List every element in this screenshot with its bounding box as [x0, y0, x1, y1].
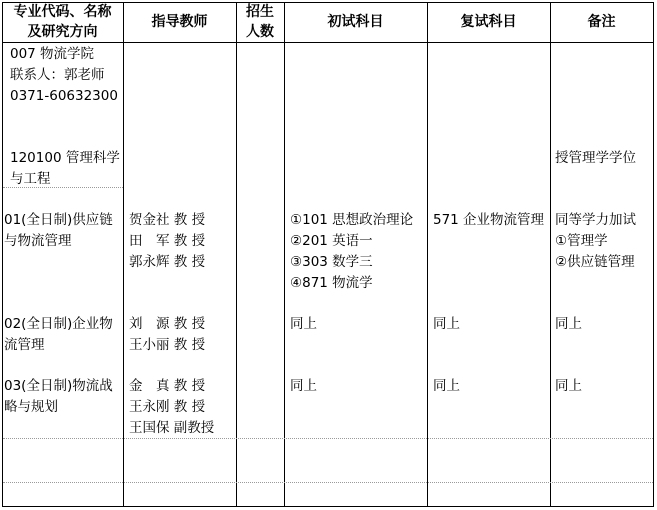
exam-subject: ③303 数学三 [290, 254, 373, 270]
column-divider [284, 2, 285, 507]
direction-03-retest: 同上 [433, 378, 460, 394]
column-divider [123, 2, 124, 507]
direction-01-remarks [555, 210, 636, 273]
table-border-left [2, 2, 3, 507]
table-border-right [653, 2, 654, 507]
direction-01-exams [290, 210, 413, 294]
row-divider [3, 482, 653, 483]
advisor: 贺金社 教 授 [129, 212, 206, 228]
direction-03-exams: 同上 [290, 378, 317, 394]
header-divider [2, 42, 654, 43]
row-divider [3, 438, 653, 439]
direction-01-advisors [129, 210, 205, 273]
header-retest: 复试科目 [460, 14, 517, 30]
major-degree-note: 授管理学学位 [555, 150, 636, 166]
column-divider [550, 2, 551, 507]
advisor: 王小丽 教 授 [129, 337, 206, 353]
column-divider [427, 2, 428, 507]
major-code-name: 120100 管理科学与工程 [10, 150, 120, 187]
school-contact: 联系人：郭老师 [10, 67, 105, 83]
school-name: 007 物流学院 [10, 46, 95, 62]
advisor: 王国保 副教授 [129, 420, 215, 436]
exam-subject: ①101 思想政治理论 [290, 212, 414, 228]
advisor: 王永刚 教 授 [129, 399, 206, 415]
header-quota-line1: 招生 [246, 4, 274, 20]
direction-03-name: 03(全日制)物流战略与规划 [4, 378, 113, 415]
header-major-line2: 及研究方向 [27, 24, 98, 40]
header-quota [236, 2, 284, 42]
remark-line: ②供应链管理 [555, 254, 635, 270]
remark-line: 同等学力加试 [555, 212, 636, 228]
header-quota-line2: 人数 [246, 24, 274, 40]
advisor: 郭永辉 教 授 [129, 254, 206, 270]
column-divider [236, 2, 237, 507]
table-border-bottom [2, 506, 654, 507]
direction-03-advisors [129, 376, 214, 439]
direction-02-exams: 同上 [290, 316, 317, 332]
direction-01-name: 01(全日制)供应链与物流管理 [4, 212, 113, 249]
advisor: 刘 源 教 授 [129, 316, 206, 332]
header-major-line1: 专业代码、名称 [13, 4, 112, 20]
header-exam: 初试科目 [327, 14, 384, 30]
remark-line: ①管理学 [555, 233, 608, 249]
header-advisors: 指导教师 [151, 14, 208, 30]
advisor: 田 军 教 授 [129, 233, 206, 249]
header-major [2, 2, 123, 42]
direction-02-remarks: 同上 [555, 316, 582, 332]
direction-02-retest: 同上 [433, 316, 460, 332]
direction-01-retest: 571 企业物流管理 [433, 212, 545, 228]
school-phone: 0371-60632300 [10, 88, 118, 104]
direction-03-remarks: 同上 [555, 378, 582, 394]
exam-subject: ④871 物流学 [290, 275, 373, 291]
admissions-table [2, 2, 654, 507]
direction-02-advisors [129, 314, 205, 356]
exam-subject: ②201 英语一 [290, 233, 373, 249]
direction-02-name: 02(全日制)企业物流管理 [4, 316, 113, 353]
header-remarks: 备注 [587, 14, 616, 30]
advisor: 金 真 教 授 [129, 378, 206, 394]
